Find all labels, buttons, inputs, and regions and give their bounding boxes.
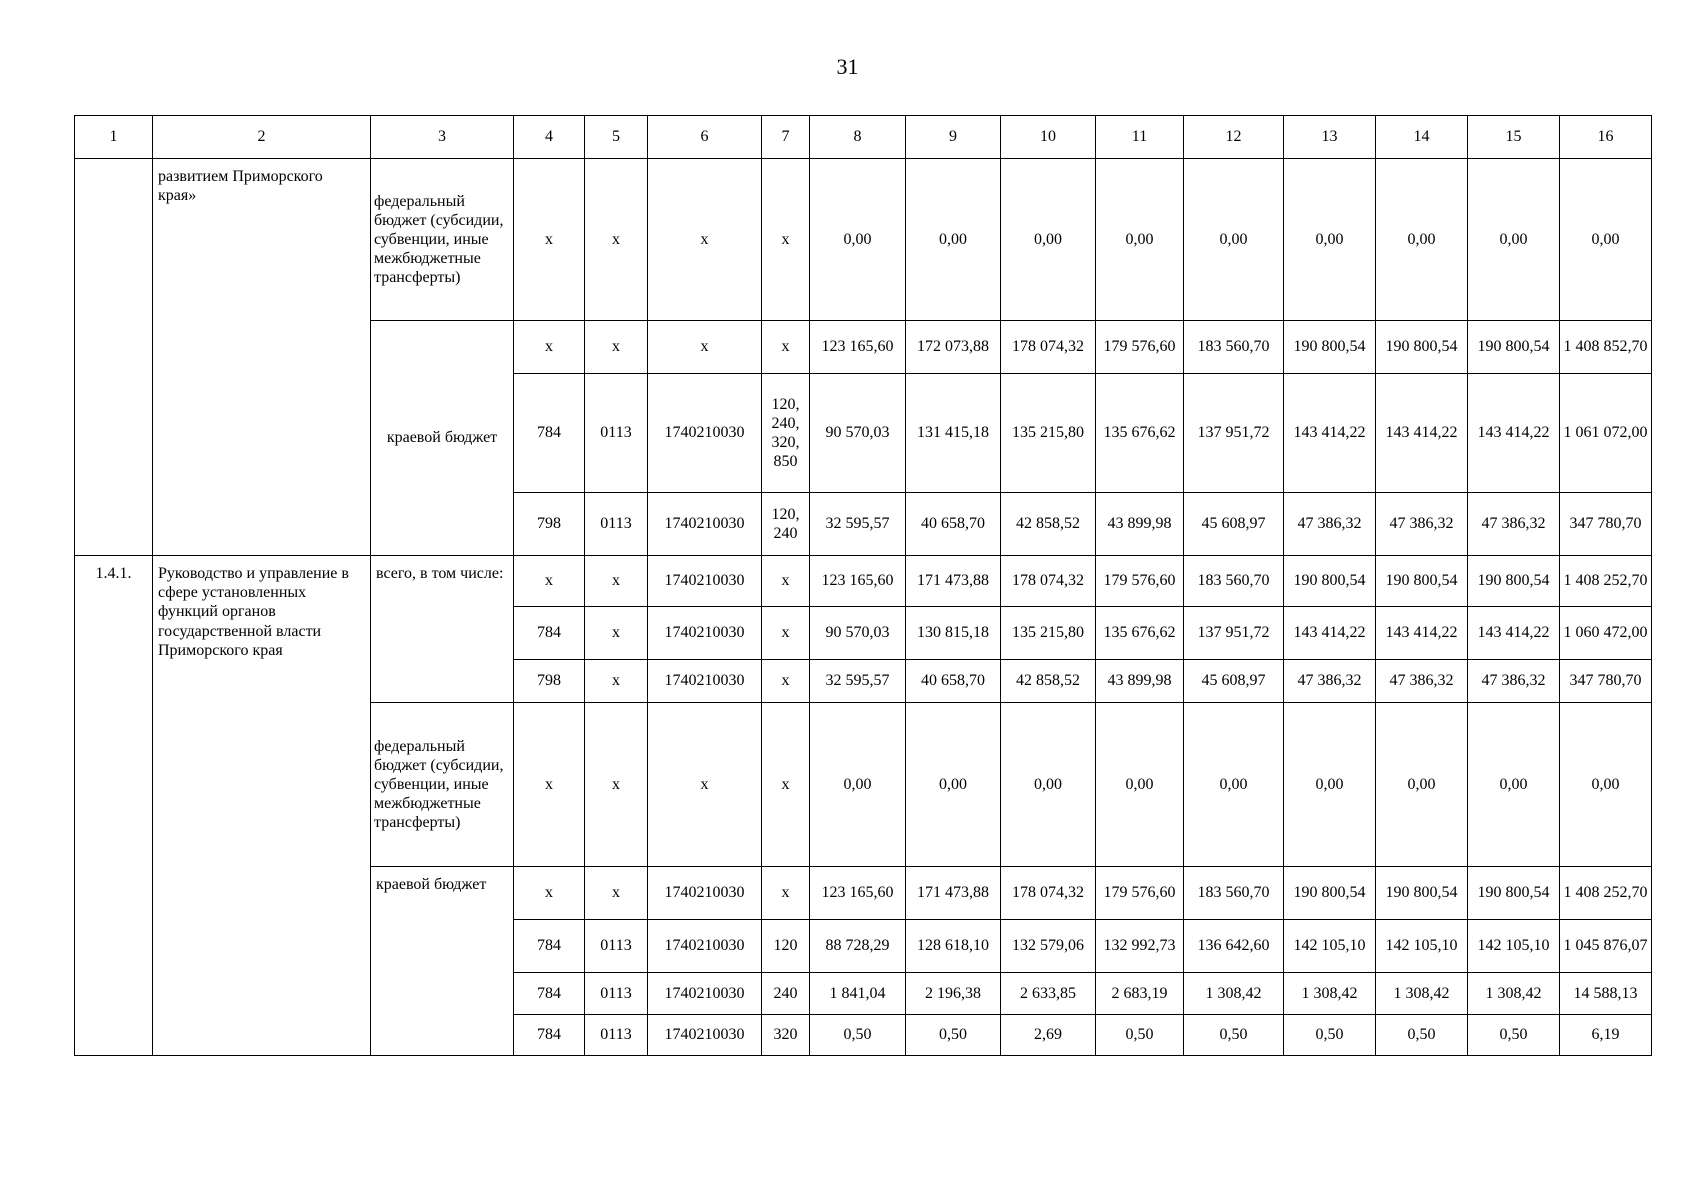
table-cell: 0,50: [906, 1015, 1001, 1056]
table-cell: 347 780,70: [1560, 660, 1652, 703]
table-cell: 120, 240, 320, 850: [762, 374, 810, 493]
table-cell: 0113: [585, 973, 648, 1015]
table-cell: 190 800,54: [1284, 556, 1376, 607]
table-cell: 190 800,54: [1468, 556, 1560, 607]
table-row: [75, 556, 1652, 607]
table-cell: 143 414,22: [1468, 607, 1560, 660]
table-cell: 2 683,19: [1096, 973, 1184, 1015]
table-cell: 132 579,06: [1001, 920, 1096, 973]
table-cell: 128 618,10: [906, 920, 1001, 973]
table-cell: 137 951,72: [1184, 607, 1284, 660]
table-cell: 0,00: [1468, 703, 1560, 867]
table-cell: 40 658,70: [906, 660, 1001, 703]
table-cell: 0,00: [1284, 703, 1376, 867]
table-cell: 1 408 252,70: [1560, 556, 1652, 607]
table-cell: 130 815,18: [906, 607, 1001, 660]
table-cell: 190 800,54: [1376, 556, 1468, 607]
table-cell: х: [585, 607, 648, 660]
table-cell: 120, 240: [762, 493, 810, 556]
table-cell: 1740210030: [648, 920, 762, 973]
table-cell: 0,00: [810, 703, 906, 867]
table-cell: 135 676,62: [1096, 607, 1184, 660]
col-header: 10: [1001, 116, 1096, 159]
col-header: 8: [810, 116, 906, 159]
table-cell: 0,00: [810, 159, 906, 321]
item-name: Руководство и управление в сфере установленных функций органов государственной власти Приморского края: [153, 556, 371, 1056]
table-cell: 784: [514, 920, 585, 973]
table-cell: х: [514, 703, 585, 867]
source-label: всего, в том числе:: [371, 556, 514, 703]
table-cell: х: [762, 321, 810, 374]
table-cell: 179 576,60: [1096, 867, 1184, 920]
table-cell: 171 473,88: [906, 556, 1001, 607]
table-cell: 0,00: [1376, 703, 1468, 867]
table-cell: х: [585, 660, 648, 703]
header-row: [75, 116, 1652, 159]
table-cell: 43 899,98: [1096, 493, 1184, 556]
table-cell: 2 633,85: [1001, 973, 1096, 1015]
table-cell: 135 215,80: [1001, 374, 1096, 493]
table-cell: 0113: [585, 493, 648, 556]
table-cell: 143 414,22: [1284, 374, 1376, 493]
table-cell: 798: [514, 493, 585, 556]
table-cell: 1740210030: [648, 973, 762, 1015]
table-cell: 42 858,52: [1001, 660, 1096, 703]
table-cell: 47 386,32: [1376, 493, 1468, 556]
table-cell: 0,00: [1468, 159, 1560, 321]
table-cell: х: [585, 556, 648, 607]
table-cell: х: [648, 703, 762, 867]
table-cell: х: [514, 159, 585, 321]
table-cell: 172 073,88: [906, 321, 1001, 374]
table-cell: 1 308,42: [1184, 973, 1284, 1015]
table-cell: 183 560,70: [1184, 867, 1284, 920]
table-cell: 47 386,32: [1284, 493, 1376, 556]
table-cell: 47 386,32: [1468, 660, 1560, 703]
table-cell: х: [514, 556, 585, 607]
table-cell: х: [762, 660, 810, 703]
table-cell: 2 196,38: [906, 973, 1001, 1015]
table-cell: 1740210030: [648, 867, 762, 920]
table-cell: 136 642,60: [1184, 920, 1284, 973]
table-cell: 179 576,60: [1096, 321, 1184, 374]
table-cell: 143 414,22: [1468, 374, 1560, 493]
table-cell: 6,19: [1560, 1015, 1652, 1056]
table-cell: 178 074,32: [1001, 321, 1096, 374]
table-cell: 178 074,32: [1001, 867, 1096, 920]
table-cell: 32 595,57: [810, 493, 906, 556]
col-header: 16: [1560, 116, 1652, 159]
table-cell: 142 105,10: [1468, 920, 1560, 973]
table-cell: 0,00: [1001, 703, 1096, 867]
col-header: 5: [585, 116, 648, 159]
table-cell: х: [585, 703, 648, 867]
table-cell: 183 560,70: [1184, 556, 1284, 607]
table-cell: 132 992,73: [1096, 920, 1184, 973]
source-label: федеральный бюджет (субсидии, субвенции, иные межбюджетные трансферты): [371, 159, 514, 321]
table-cell: х: [762, 703, 810, 867]
table-cell: 14 588,13: [1560, 973, 1652, 1015]
table-cell: 137 951,72: [1184, 374, 1284, 493]
table-cell: 1740210030: [648, 374, 762, 493]
col-header: 4: [514, 116, 585, 159]
source-label: краевой бюджет: [371, 867, 514, 1056]
table-cell: 143 414,22: [1376, 374, 1468, 493]
table-cell: 0,00: [1096, 703, 1184, 867]
table-cell: 0,00: [1001, 159, 1096, 321]
col-header: 1: [75, 116, 153, 159]
table-cell: 47 386,32: [1284, 660, 1376, 703]
table-cell: 135 676,62: [1096, 374, 1184, 493]
table-cell: 240: [762, 973, 810, 1015]
table-cell: 123 165,60: [810, 321, 906, 374]
item-name: развитием Приморского края»: [153, 159, 371, 556]
budget-table: [74, 115, 1652, 1056]
table-cell: 1 308,42: [1376, 973, 1468, 1015]
table-cell: 190 800,54: [1376, 321, 1468, 374]
table-cell: 190 800,54: [1376, 867, 1468, 920]
table-cell: 0,00: [906, 159, 1001, 321]
col-header: 7: [762, 116, 810, 159]
table-cell: 784: [514, 1015, 585, 1056]
table-cell: 88 728,29: [810, 920, 906, 973]
table-cell: 320: [762, 1015, 810, 1056]
table-cell: 47 386,32: [1376, 660, 1468, 703]
table-cell: 0,50: [1284, 1015, 1376, 1056]
table-cell: 0113: [585, 920, 648, 973]
table-cell: 0,00: [1184, 703, 1284, 867]
table-cell: 1740210030: [648, 607, 762, 660]
table-cell: 0113: [585, 1015, 648, 1056]
table-cell: 131 415,18: [906, 374, 1001, 493]
table-cell: х: [762, 556, 810, 607]
table-cell: 178 074,32: [1001, 556, 1096, 607]
table-cell: 784: [514, 607, 585, 660]
table-cell: х: [585, 321, 648, 374]
table-cell: х: [585, 159, 648, 321]
table-cell: 1 841,04: [810, 973, 906, 1015]
table-cell: 1 308,42: [1284, 973, 1376, 1015]
table-cell: 1740210030: [648, 1015, 762, 1056]
table-cell: 143 414,22: [1376, 607, 1468, 660]
table-cell: 142 105,10: [1284, 920, 1376, 973]
table-cell: 32 595,57: [810, 660, 906, 703]
table-cell: 347 780,70: [1560, 493, 1652, 556]
table-cell: 45 608,97: [1184, 493, 1284, 556]
table-cell: х: [762, 607, 810, 660]
table-cell: 123 165,60: [810, 867, 906, 920]
table-cell: 1 408 252,70: [1560, 867, 1652, 920]
table-cell: 1 045 876,07: [1560, 920, 1652, 973]
table-cell: 0,50: [1468, 1015, 1560, 1056]
table-cell: 0,50: [1184, 1015, 1284, 1056]
table-cell: 0,00: [1376, 159, 1468, 321]
table-cell: 90 570,03: [810, 374, 906, 493]
table-cell: х: [648, 159, 762, 321]
table-cell: 142 105,10: [1376, 920, 1468, 973]
table-cell: 0,00: [906, 703, 1001, 867]
col-header: 3: [371, 116, 514, 159]
table-cell: 0,00: [1184, 159, 1284, 321]
table-cell: 190 800,54: [1284, 321, 1376, 374]
table-cell: 1740210030: [648, 493, 762, 556]
table-cell: 45 608,97: [1184, 660, 1284, 703]
col-header: 2: [153, 116, 371, 159]
table-cell: х: [514, 867, 585, 920]
table-cell: 1 408 852,70: [1560, 321, 1652, 374]
item-number: 1.4.1.: [75, 556, 153, 1056]
table-cell: 784: [514, 973, 585, 1015]
table-cell: 0,00: [1560, 703, 1652, 867]
table-cell: 183 560,70: [1184, 321, 1284, 374]
table-cell: 784: [514, 374, 585, 493]
table-cell: 47 386,32: [1468, 493, 1560, 556]
table-cell: 1 060 472,00: [1560, 607, 1652, 660]
table-cell: 0,00: [1096, 159, 1184, 321]
table-cell: 90 570,03: [810, 607, 906, 660]
table-cell: х: [762, 867, 810, 920]
table-cell: 1740210030: [648, 660, 762, 703]
table-cell: 40 658,70: [906, 493, 1001, 556]
table-cell: 0113: [585, 374, 648, 493]
table-cell: 135 215,80: [1001, 607, 1096, 660]
col-header: 12: [1184, 116, 1284, 159]
table-cell: х: [585, 867, 648, 920]
col-header: 14: [1376, 116, 1468, 159]
table-cell: 43 899,98: [1096, 660, 1184, 703]
col-header: 9: [906, 116, 1001, 159]
table-cell: 42 858,52: [1001, 493, 1096, 556]
table-cell: х: [762, 159, 810, 321]
table-cell: 1740210030: [648, 556, 762, 607]
table-cell: 123 165,60: [810, 556, 906, 607]
table-cell: 171 473,88: [906, 867, 1001, 920]
table-cell: х: [648, 321, 762, 374]
table-cell: 2,69: [1001, 1015, 1096, 1056]
table-cell: 0,00: [1560, 159, 1652, 321]
table-cell: 190 800,54: [1284, 867, 1376, 920]
col-header: 15: [1468, 116, 1560, 159]
table-cell: 120: [762, 920, 810, 973]
page-number: 31: [836, 54, 859, 79]
col-header: 11: [1096, 116, 1184, 159]
table-cell: 1 061 072,00: [1560, 374, 1652, 493]
table-cell: 1 308,42: [1468, 973, 1560, 1015]
table-row: [75, 159, 1652, 321]
table-cell: 190 800,54: [1468, 867, 1560, 920]
item-number-cell: [75, 159, 153, 556]
source-label: федеральный бюджет (субсидии, субвенции, иные межбюджетные трансферты): [371, 703, 514, 867]
table-cell: 179 576,60: [1096, 556, 1184, 607]
table-cell: 0,50: [1096, 1015, 1184, 1056]
table-cell: 798: [514, 660, 585, 703]
table-cell: 143 414,22: [1284, 607, 1376, 660]
table-cell: 0,50: [810, 1015, 906, 1056]
col-header: 6: [648, 116, 762, 159]
table-cell: х: [514, 321, 585, 374]
table-cell: 0,00: [1284, 159, 1376, 321]
table-cell: 190 800,54: [1468, 321, 1560, 374]
table-cell: 0,50: [1376, 1015, 1468, 1056]
source-label: краевой бюджет: [371, 321, 514, 556]
col-header: 13: [1284, 116, 1376, 159]
